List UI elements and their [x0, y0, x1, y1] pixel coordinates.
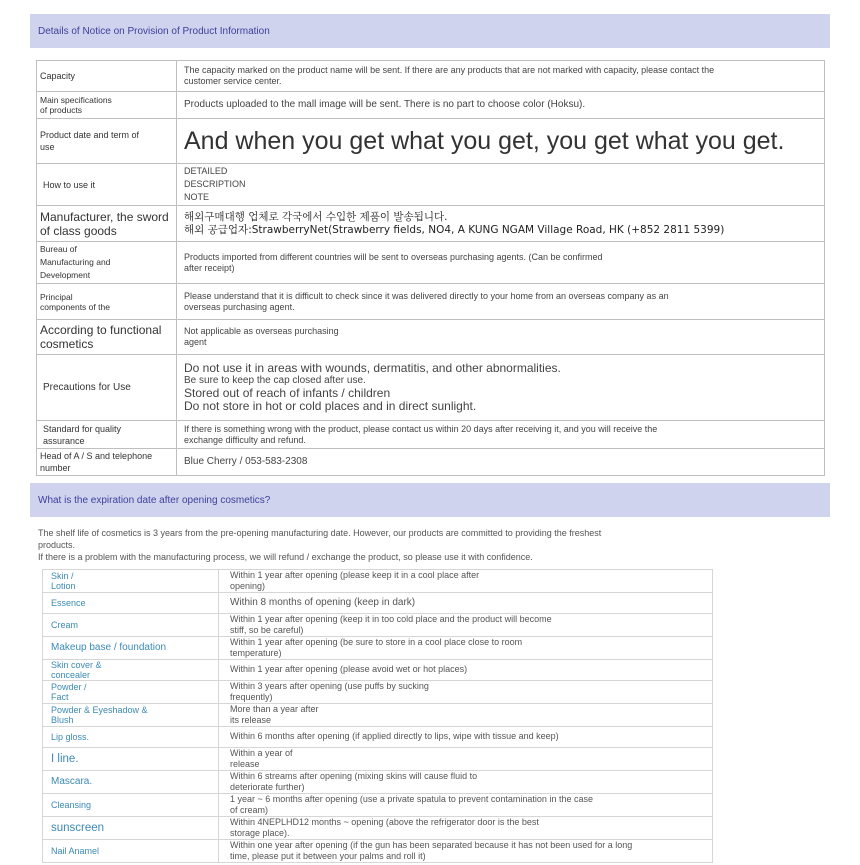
cosmetic-type: I line.: [43, 747, 219, 770]
table-row: [43, 636, 713, 659]
info-label: Standard for quality assurance: [37, 421, 177, 449]
table-row: [43, 770, 713, 793]
info-row-precautions: [37, 355, 825, 421]
cosmetic-type: sunscreen: [43, 816, 219, 839]
expiration-period: 1 year ~ 6 months after opening (use a private spatula to prevent contamination in the case of cream): [219, 793, 713, 816]
info-label: Principal components of the: [37, 284, 177, 320]
info-label: Product date and term of use: [37, 119, 177, 164]
info-row-as-contact: [37, 449, 825, 476]
product-info-header: [30, 14, 830, 48]
info-row-principal-components: [37, 284, 825, 320]
precaution-line: Do not use it in areas with wounds, dermatitis, and other abnormalities.: [184, 361, 561, 375]
table-row: [43, 613, 713, 636]
info-row-product-date: [37, 119, 825, 164]
cosmetic-type: Cleansing: [43, 793, 219, 816]
expiration-intro: [38, 527, 618, 563]
precaution-line: Stored out of reach of infants / children: [184, 386, 391, 400]
table-row: [43, 570, 713, 593]
intro-paragraph: The shelf life of cosmetics is 3 years from the pre-opening manufacturing date. However, our products are committed to providing the freshest products.: [38, 528, 602, 550]
info-value: 해외구매대행 업체로 각국에서 수입한 제품이 발송됩니다. 해외 공급업자:StrawberryNet(Strawberry fields, NO4, A KUNG NGAM Village Road, HK (+852 2811 5399): [177, 206, 825, 242]
product-info-table: [36, 60, 825, 476]
info-row-functional-cosmetics: [37, 320, 825, 355]
table-row: [43, 726, 713, 747]
product-info-title: Details of Notice on Provision of Product Information: [38, 26, 270, 37]
expiration-period: Within 6 streams after opening (mixing skins will cause fluid to deteriorate further): [219, 770, 713, 793]
info-value: Products imported from different countries will be sent to overseas purchasing agents. (Can be confirmed after receipt): [177, 242, 825, 284]
info-label: According to functional cosmetics: [37, 320, 177, 355]
info-row-specifications: [37, 92, 825, 119]
info-label: Precautions for Use: [37, 355, 177, 421]
info-label: Main specifications of products: [37, 92, 177, 119]
info-value: Please understand that it is difficult to check since it was delivered directly to your home from an overseas company as an overseas purchasing agent.: [177, 284, 825, 320]
info-value: Products uploaded to the mall image will be sent. There is no part to choose color (Hoksu).: [177, 92, 825, 119]
cosmetic-type: Powder / Fact: [43, 680, 219, 703]
cosmetic-type: Lip gloss.: [43, 726, 219, 747]
expiration-period: Within 1 year after opening (be sure to store in a cool place close to room temperature): [219, 636, 713, 659]
cosmetic-type: Essence: [43, 593, 219, 614]
info-value: The capacity marked on the product name will be sent. If there are any products that are not marked with capacity, please contact the customer service center.: [177, 61, 825, 92]
info-row-manufacturing-bureau: [37, 242, 825, 284]
precaution-line: Be sure to keep the cap closed after use.: [184, 375, 366, 386]
table-row: [43, 593, 713, 614]
table-row: [43, 793, 713, 816]
expiration-period: Within 8 months of opening (keep in dark): [219, 593, 713, 614]
expiration-period: Within one year after opening (if the gun has been separated because it has not been used for a long time, please put it between your palms and roll it): [219, 839, 713, 862]
cosmetic-type: Skin cover & concealer: [43, 659, 219, 680]
expiration-period: Within 1 year after opening (please avoid wet or hot places): [219, 659, 713, 680]
expiration-period: Within 6 months after opening (if applied directly to lips, wipe with tissue and keep): [219, 726, 713, 747]
cosmetic-type: Powder & Eyeshadow & Blush: [43, 703, 219, 726]
info-value: DETAILED DESCRIPTION NOTE: [177, 164, 825, 206]
expiration-period: Within 1 year after opening (please keep it in a cool place after opening): [219, 570, 713, 593]
expiration-header: [30, 483, 830, 517]
precaution-line: Do not store in hot or cold places and in direct sunlight.: [184, 399, 477, 413]
info-value: Not applicable as overseas purchasing agent: [177, 320, 825, 355]
expiration-period: Within 1 year after opening (keep it in too cold place and the product will become stiff, so be careful): [219, 613, 713, 636]
info-row-quality-assurance: [37, 421, 825, 449]
cosmetic-type: Nail Anamel: [43, 839, 219, 862]
expiration-period: More than a year after its release: [219, 703, 713, 726]
expiration-period: Within 3 years after opening (use puffs by sucking frequently): [219, 680, 713, 703]
expiration-period: Within 4NEPLHD12 months ~ opening (above the refrigerator door is the best storage place).: [219, 816, 713, 839]
info-value: Blue Cherry / 053-583-2308: [177, 449, 825, 476]
info-label: Head of A / S and telephone number: [37, 449, 177, 476]
info-label: How to use it: [37, 164, 177, 206]
expiration-table: [42, 569, 713, 863]
cosmetic-type: Mascara.: [43, 770, 219, 793]
intro-paragraph: If there is a problem with the manufacturing process, we will refund / exchange the product, so please use it with confidence.: [38, 552, 533, 562]
info-label: Capacity: [37, 61, 177, 92]
cosmetic-type: Skin / Lotion: [43, 570, 219, 593]
cosmetic-type: Cream: [43, 613, 219, 636]
info-label: Manufacturer, the sword of class goods: [37, 206, 177, 242]
table-row: [43, 839, 713, 862]
table-row: [43, 680, 713, 703]
table-row: [43, 816, 713, 839]
info-value: And when you get what you get, you get what you get.: [177, 119, 825, 164]
table-row: [43, 659, 713, 680]
table-row: [43, 703, 713, 726]
info-row-how-to-use: [37, 164, 825, 206]
info-value: [177, 355, 825, 421]
info-value: If there is something wrong with the product, please contact us within 20 days after receiving it, and you will receive the exchange difficulty and refund.: [177, 421, 825, 449]
table-row: [43, 747, 713, 770]
info-row-manufacturer: [37, 206, 825, 242]
info-row-capacity: [37, 61, 825, 92]
info-label: Bureau of Manufacturing and Development: [37, 242, 177, 284]
expiration-period: Within a year of release: [219, 747, 713, 770]
cosmetic-type: Makeup base / foundation: [43, 636, 219, 659]
expiration-title: What is the expiration date after opening cosmetics?: [38, 495, 271, 506]
